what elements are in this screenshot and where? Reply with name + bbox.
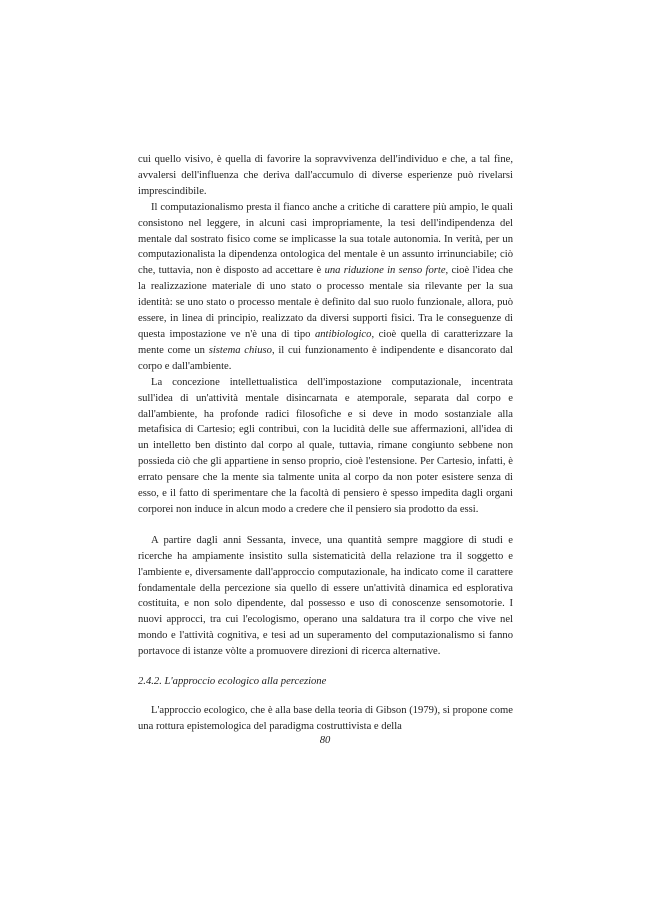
paragraph-2-emphasis-3: sistema chiuso (208, 344, 272, 356)
paragraph-2-text-c: , cioè quella di caratterizzare la mente come un (138, 328, 513, 356)
paragraph-2-text-a: Il computazionalismo presta il fianco anche a critiche di carattere più ampio, le quali consistono nel leggere, in alcuni casi impropriamente, la tesi dell'indipendenza del mentale dal sostrato fisico come se implicasse la sua totale autonomia. In verità, per un computazionalista la dipendenza ontologica del mentale è un assunto irrinunciabile; ciò che, tuttavia, non è disposto ad accettare è (138, 201, 513, 277)
paragraph-2-text-d: , il cui funzionamento è indipendente e disancorato dal corpo e dall'ambiente. (138, 344, 514, 372)
paragraph-5: L'approccio ecologico, che è alla base della teoria di Gibson (1979), si propone come una rottura epistemologica del paradigma costruttivista e della (138, 705, 513, 732)
paragraph-1: cui quello visivo, è quella di favorire la sopravvivenza dell'individuo e che, a tal fine, avvalersi dell'influenza che deriva dall'accumulo di diverse esperienze può rivelarsi imprescindibile. (138, 154, 513, 197)
paragraph-2-text-b: , cioè l'idea che la realizzazione materiale di uno stato o processo mentale sia rilevante per la sua identità: se uno stato o processo mentale è definito dal suo ruolo funzionale, allora, può essere, in linea di principio, realizzato da diversi supporti fisici. Tra le conseguenze di questa impostazione ve n'è una di tipo (138, 265, 513, 340)
paragraph-2-emphasis-1: una riduzione in senso forte (324, 265, 446, 277)
section-heading: 2.4.2. L'approccio ecologico alla percezione (138, 676, 327, 688)
paragraph-2-emphasis-2: antibiologico (314, 328, 372, 340)
page-body (138, 152, 513, 735)
paragraph-4: A partire dagli anni Sessanta, invece, una quantità sempre maggiore di studi e ricerche ha ampiamente insistito sulla sistematicità della relazione tra il soggetto e l'ambiente e, diversamente dall'approccio computazionale, ha indicato come il carattere fondamentale della percezione sia quello di essere un'attività dinamica ed esplorativa costituita, e non solo dipendente, dal possesso e uso di conoscenze sensomotorie. I nuovi approcci, tra cui l'ecologismo, operano una saldatura tra il corpo che vive nel mondo e l'attività cognitiva, e tesi ad un superamento del computazionalismo si fanno portavoce di istanze vòlte a promuovere direzioni di ricerca alternative. (138, 534, 513, 658)
paragraph-3: La concezione intellettualistica dell'impostazione computazionale, incentrata sull'idea di un'attività mentale disincarnata e atemporale, separata dal corpo e dall'ambiente, ha profonde radici filosofiche e si deve in modo sostanziale alla metafisica di Cartesio; egli contribuì, con la lucidità delle sue affermazioni, all'idea di un intelletto ben distinto dal corpo al quale, tuttavia, rimane congiunto sebbene non possieda ciò che gli appartiene in senso proprio, cioè l'estensione. Per Cartesio, infatti, è errato pensare che la mente sia talmente unita al corpo da non poter esistere senza di esso, e il fatto di sperimentare che la facoltà di pensiero è spesso impedita dagli organi corporei non induce in alcun modo a credere che il pensiero sia prodotto da essi. (138, 376, 513, 515)
paragraph-2 (138, 200, 513, 375)
page-number: 80 (319, 735, 331, 746)
